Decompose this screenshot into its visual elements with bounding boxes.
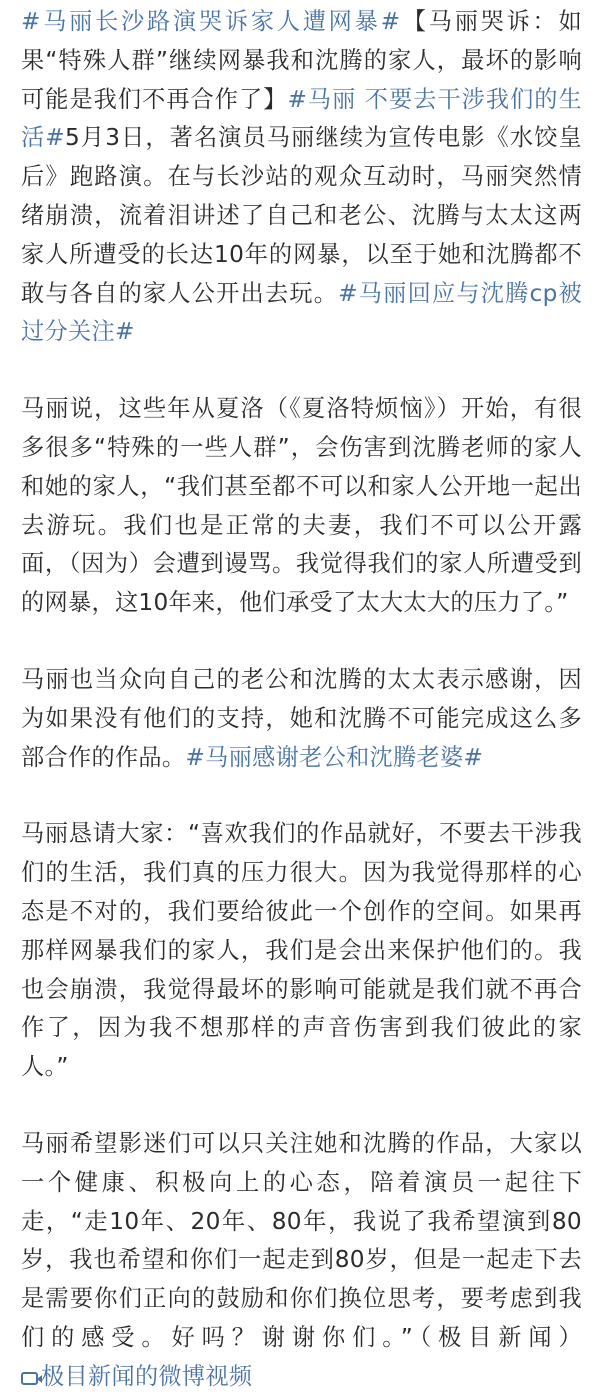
paragraph-text: 马丽也当众向自己的老公和沈腾的太太表示感谢，因为如果没有他们的支持，她和沈腾不可能完成这么多部合作的作品。 xyxy=(21,665,582,771)
paragraph-text: 马丽说，这些年从夏洛（《夏洛特烦恼》）开始，有很多很多“特殊的一些人群”，会伤害到沈腾老师的家人和她的家人，“我们甚至都不可以和家人公开地一起出去游玩。我们也是正常的夫妻，我们不可以公开露面，（因为）会遭到谩骂。我觉得我们的家人所遭受到的网暴，这10年来，他们承受了太大太大的压力了。” xyxy=(21,395,582,617)
hashtag-link[interactable]: #马丽长沙路演哭诉家人遭网暴# xyxy=(21,8,401,35)
post-paragraph xyxy=(21,390,582,623)
video-link-label: 极目新闻的微博视频 xyxy=(41,1362,253,1390)
post-paragraph xyxy=(21,1125,582,1397)
hashtag-link[interactable]: #马丽 不要去干涉我们的生活# xyxy=(21,85,582,152)
paragraph-text: 马丽希望影迷们可以只关注她和沈腾的作品，大家以一个健康、积极向上的心态，陪着演员一起往下走，“走10年、20年、80年，我说了我希望演到80岁，我也希望和你们一起走到80岁，但是一起走下去是需要你们正向的鼓励和你们换位思考，要考虑到我们的感受。好吗？谢谢你们。”（极目新闻） xyxy=(21,1129,582,1351)
hashtag-link[interactable]: #马丽回应与沈腾cp被过分关注# xyxy=(21,279,582,346)
weibo-video-link[interactable] xyxy=(21,1363,252,1390)
paragraph-text: 马丽恳请大家：“喜欢我们的作品就好，不要去干涉我们的生活，我们真的压力很大。因为我觉得那样的心态是不对的，我们要给彼此一个创作的空间。如果再那样网暴我们的家人，我们是会出来保护他们的。我也会崩溃，我觉得最坏的影响可能就是我们就不再合作了，因为我不想那样的声音伤害到我们彼此的家人。” xyxy=(21,820,582,1081)
post-paragraph xyxy=(21,3,582,352)
paragraph-text: 5月3日，著名演员马丽继续为宣传电影《水饺皇后》跑路演。在与长沙站的观众互动时，马丽突然情绪崩溃，流着泪讲述了自己和老公、沈腾与太太这两家人所遭受的长达10年的网暴，以至于她和沈腾都不敢与各自的家人公开出去玩。 xyxy=(21,124,582,307)
video-icon xyxy=(21,1372,38,1385)
post-paragraph xyxy=(21,661,582,777)
paragraph-text: 【马丽哭诉：如果“特殊人群”继续网暴我和沈腾的家人，最坏的影响可能是我们不再合作了】 xyxy=(21,8,583,113)
post-paragraph xyxy=(21,815,582,1087)
hashtag-link[interactable]: #马丽感谢老公和沈腾老婆# xyxy=(185,743,484,771)
